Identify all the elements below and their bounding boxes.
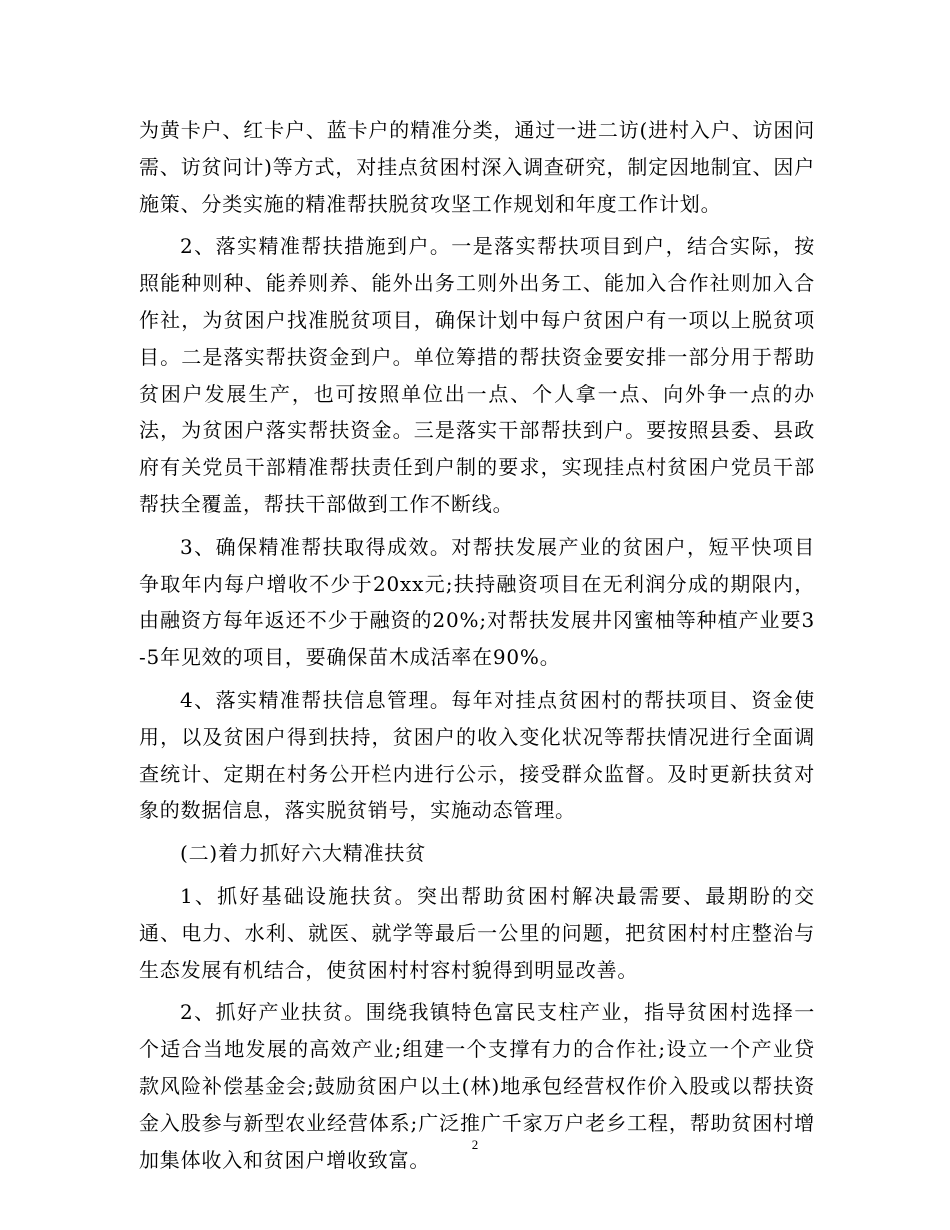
- paragraph-6: 1、抓好基础设施扶贫。突出帮助贫困村解决最需要、最期盼的交通、电力、水利、就医、就学等最后一公里的问题，把贫困村村庄整治与生态发展有机结合，使贫困村村容村貌得到明显改善。: [139, 883, 815, 982]
- paragraph-1: 为黄卡户、红卡户、蓝卡户的精准分类，通过一进二访(进村入户、访困问需、访贫问计)等方式，对挂点贫困村深入调查研究，制定因地制宜、因户施策、分类实施的精准帮扶脱贫攻坚工作规划和年度工作计划。: [139, 118, 815, 216]
- section-heading: (二)着力抓好六大精准扶贫: [180, 841, 427, 866]
- paragraph-3: 3、确保精准帮扶取得成效。对帮扶发展产业的贫困户，短平快项目争取年内每户增收不少于20xx元;扶持融资项目在无利润分成的期限内，由融资方每年返还不少于融资的20%;对帮扶发展井冈蜜柚等种植产业要3-5年见效的项目，要确保苗木成活率在90%。: [139, 534, 815, 670]
- paragraph-7: 2、抓好产业扶贫。围绕我镇特色富民支柱产业，指导贫困村选择一个适合当地发展的高效产业;组建一个支撑有力的合作社;设立一个产业贷款风险补偿基金会;鼓励贫困户以土(林)地承包经营权作价入股或以帮扶资金入股参与新型农业经营体系;广泛推广千家万户老乡工程，帮助贫困村增加集体收入和贫困户增收致富。: [139, 1000, 815, 1172]
- page-number: 2: [471, 1137, 479, 1152]
- paragraph-4: 4、落实精准帮扶信息管理。每年对挂点贫困村的帮扶项目、资金使用，以及贫困户得到扶持，贫困户的收入变化状况等帮扶情况进行全面调查统计、定期在村务公开栏内进行公示，接受群众监督。及时更新扶贫对象的数据信息，落实脱贫销号，实施动态管理。: [139, 687, 815, 823]
- document-body: [139, 112, 815, 1184]
- paragraph-2: 2、落实精准帮扶措施到户。一是落实帮扶项目到户，结合实际，按照能种则种、能养则养、能外出务工则外出务工、能加入合作社则加入合作社，为贫困户找准脱贫项目，确保计划中每户贫困户有一项以上脱贫项目。二是落实帮扶资金到户。单位筹措的帮扶资金要安排一部分用于帮助贫困户发展生产，也可按照单位出一点、个人拿一点、向外争一点的办法，为贫困户落实帮扶资金。三是落实干部帮扶到户。要按照县委、县政府有关党员干部精准帮扶责任到户制的要求，实现挂点村贫困户党员干部帮扶全覆盖，帮扶干部做到工作不断线。: [139, 234, 815, 516]
